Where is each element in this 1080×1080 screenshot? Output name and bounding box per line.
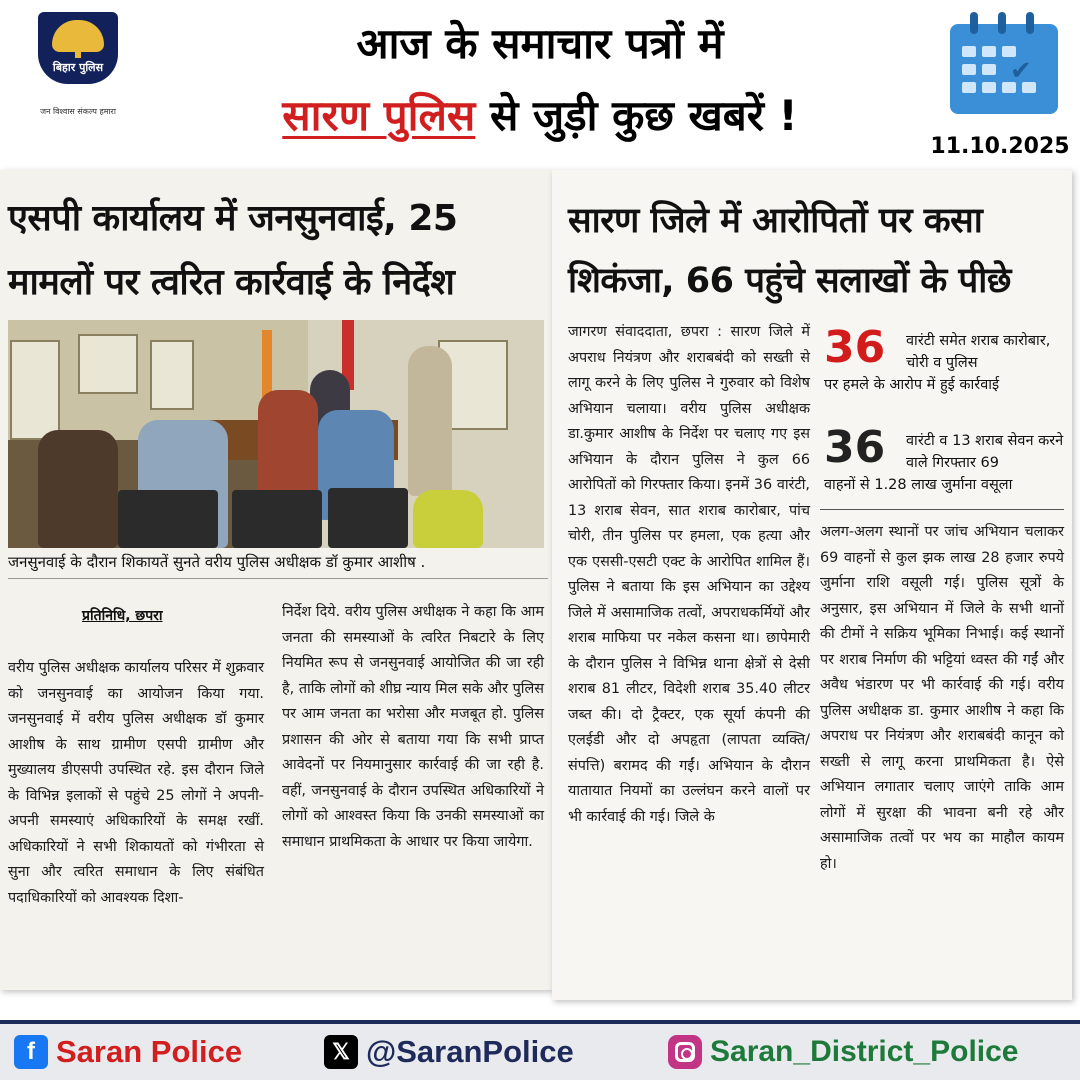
headline-line1: आज के समाचार पत्रों में — [356, 19, 724, 68]
header — [0, 0, 1080, 168]
news-clipping-right — [552, 170, 1072, 1000]
highlight2-text-b: वाहनों से 1.28 लाख जुर्माना वसूला — [824, 477, 1013, 493]
photo-caption: जनसुनवाई के दौरान शिकायतें सुनते वरीय पुलिस अधीक्षक डॉ कुमार आशीष . — [8, 552, 548, 579]
highlight2-text-a: वारंटी व 13 शराब सेवन करने वाले गिरफ्तार 69 — [906, 433, 1064, 471]
date-label: 11.10.2025 — [930, 134, 1070, 159]
highlight-box-2 — [820, 422, 1064, 510]
article-right-title-line2: शिकंजा, 66 पहुंचे सलाखों के पीछे — [568, 261, 1011, 301]
calendar-icon — [946, 12, 1064, 116]
article-right-column2: अलग-अलग स्थानों पर जांच अभियान चलाकर 69 वाहनों से कुल झक लाख 28 हजार रुपये जुर्माना राशि वसूली गई। पुलिस सूत्रों के अनुसार, इस अभियान में जिले के सभी थानों की टीमों ने सक्रिय भूमिका निभाई। कई स्थानों पर शराब निर्माण की भट्टियां ध्वस्त की गईं और अवैध भंडारण पर भी कार्रवाई की गई। वरीय पुलिस अधीक्षक डा. कुमार आशीष ने कहा कि अपराध पर नियंत्रण और शराबबंदी कानून को सख्ती से लागू करना प्राथमिकता है। ऐसे अभियान लगातार चलाए जाएंगे ताकि आम लोगों में सुरक्षा की भावना बनी रहे और असामाजिक तत्वों पर भय का माहौल कायम हो। — [820, 524, 1064, 872]
headline-line2 — [150, 86, 930, 143]
article-left-title-line2: मामलों पर त्वरित कार्रवाई के निर्देश — [8, 262, 455, 303]
facebook-icon: f — [14, 1035, 48, 1069]
logo-badge — [38, 12, 118, 84]
article-right-column1: जागरण संवाददाता, छपरा : सारण जिले में अपराध नियंत्रण और शराबबंदी को सख्ती से लागू करने के लिए पुलिस ने गुरुवार को विशेष अभियान चलाया। वरीय पुलिस अधीक्षक डा.कुमार आशीष के निर्देश पर चलाए गए इस अभियान के दौरान पुलिस ने कुल 66 आरोपितों को गिरफ्तार किया। इनमें 36 वारंटी, 13 शराब सेवन, सात शराब कारोबार, पांच चोरी, तीन पुलिस पर हमला, एक हत्या और एक एससी-एसटी एक्ट के आरोपित शामिल हैं। पुलिस ने बताया कि इस अभियान का उद्देश्य जिले में असामाजिक तत्वों, अपराधकर्मियों और शराब माफिया पर नकेल कसना था। छापेमारी के दौरान पुलिस ने विभिन्न थाना क्षेत्रों से देसी शराब 81 लीटर, विदेशी शराब 35.40 लीटर जब्त की। दो ट्रैक्टर, एक सूर्या कंपनी की एलईडी और दो अपहृता (लापता व्यक्ति/ संपत्ति) बरामद की गईं। अभियान के दौरान यातायात नियमों का उल्लंघन करने वालों पर भी कार्रवाई की गई। जिले के — [568, 324, 810, 825]
article-left-column2: निर्देश दिये. वरीय पुलिस अधीक्षक ने कहा कि आम जनता की समस्याओं के त्वरित निबटारे के लिए नियमित रूप से जनसुनवाई आयोजित की जा रही है, ताकि लोगों को शीघ्र न्याय मिल सके और पुलिस पर आम जनता का भरोसा और मजबूत हो. पुलिस प्रशासन की ओर से बताया गया कि सभी प्राप्त आवेदनों पर नियमानुसार कार्रवाई की जा रही है. वहीं, जनसुनवाई के दौरान उपस्थित अधिकारियों ने लोगों को आश्वस्त किया कि उनकी समस्याओं का समाधान प्राथमिकता के आधार पर किया जायेगा. — [282, 604, 544, 850]
news-clipping-left — [0, 170, 552, 990]
hearing-photo — [8, 320, 544, 548]
article-left-column1: वरीय पुलिस अधीक्षक कार्यालय परिसर में शुक्रवार को जनसुनवाई का आयोजन किया गया. जनसुनवाई में वरीय पुलिस अधीक्षक डॉ कुमार आशीष के साथ ग्रामीण एसपी ग्रामीण और मुख्यालय डीएसपी उपस्थित रहे. इस दौरान जिले के विभिन्न इलाकों से पहुंचे 25 लोगों ने अपनी-अपनी समस्याएं अधिकारियों के समक्ष रखीं. अधिकारियों ने सभी शिकायतों को गंभीरता से सुना और त्वरित समाधान के लिए संबंधित पदाधिकारियों को आवश्यक दिशा- — [8, 660, 264, 906]
x-link[interactable] — [324, 1032, 574, 1072]
highlight1-number: 36 — [824, 322, 886, 373]
bihar-police-logo — [28, 12, 128, 117]
x-handle: @SaranPolice — [366, 1034, 574, 1069]
highlight-box-1 — [820, 322, 1064, 408]
highlight1-text-b: पर हमले के आरोप में हुई कार्रवाई — [824, 377, 1000, 393]
check-icon: ✔ — [1010, 56, 1032, 86]
instagram-icon — [668, 1035, 702, 1069]
article-left-title-line1: एसपी कार्यालय में जनसुनवाई, 25 — [8, 198, 458, 239]
article-right-title-line1: सारण जिले में आरोपितों पर कसा — [568, 201, 983, 241]
highlight2-number: 36 — [824, 422, 886, 473]
logo-tagline: जन विश्वास संकल्प हमारा — [40, 107, 116, 116]
headline-line2-rest: से जुड़ी कुछ खबरें ! — [475, 91, 798, 140]
headline-highlight: सारण पुलिस — [282, 91, 476, 140]
x-icon: 𝕏 — [324, 1035, 358, 1069]
instagram-handle: Saran_District_Police — [710, 1035, 1019, 1068]
highlight1-text-a: वारंटी समेत शराब कारोबार, चोरी व पुलिस — [906, 333, 1051, 371]
flag-icon — [262, 330, 272, 400]
article-left-byline: प्रतिनिधि, छपरा — [82, 608, 163, 624]
instagram-link[interactable] — [668, 1032, 1018, 1072]
logo-name: बिहार पुलिस — [52, 61, 104, 74]
facebook-link[interactable] — [14, 1032, 242, 1072]
facebook-handle: Saran Police — [56, 1034, 243, 1069]
social-footer — [0, 1020, 1080, 1080]
